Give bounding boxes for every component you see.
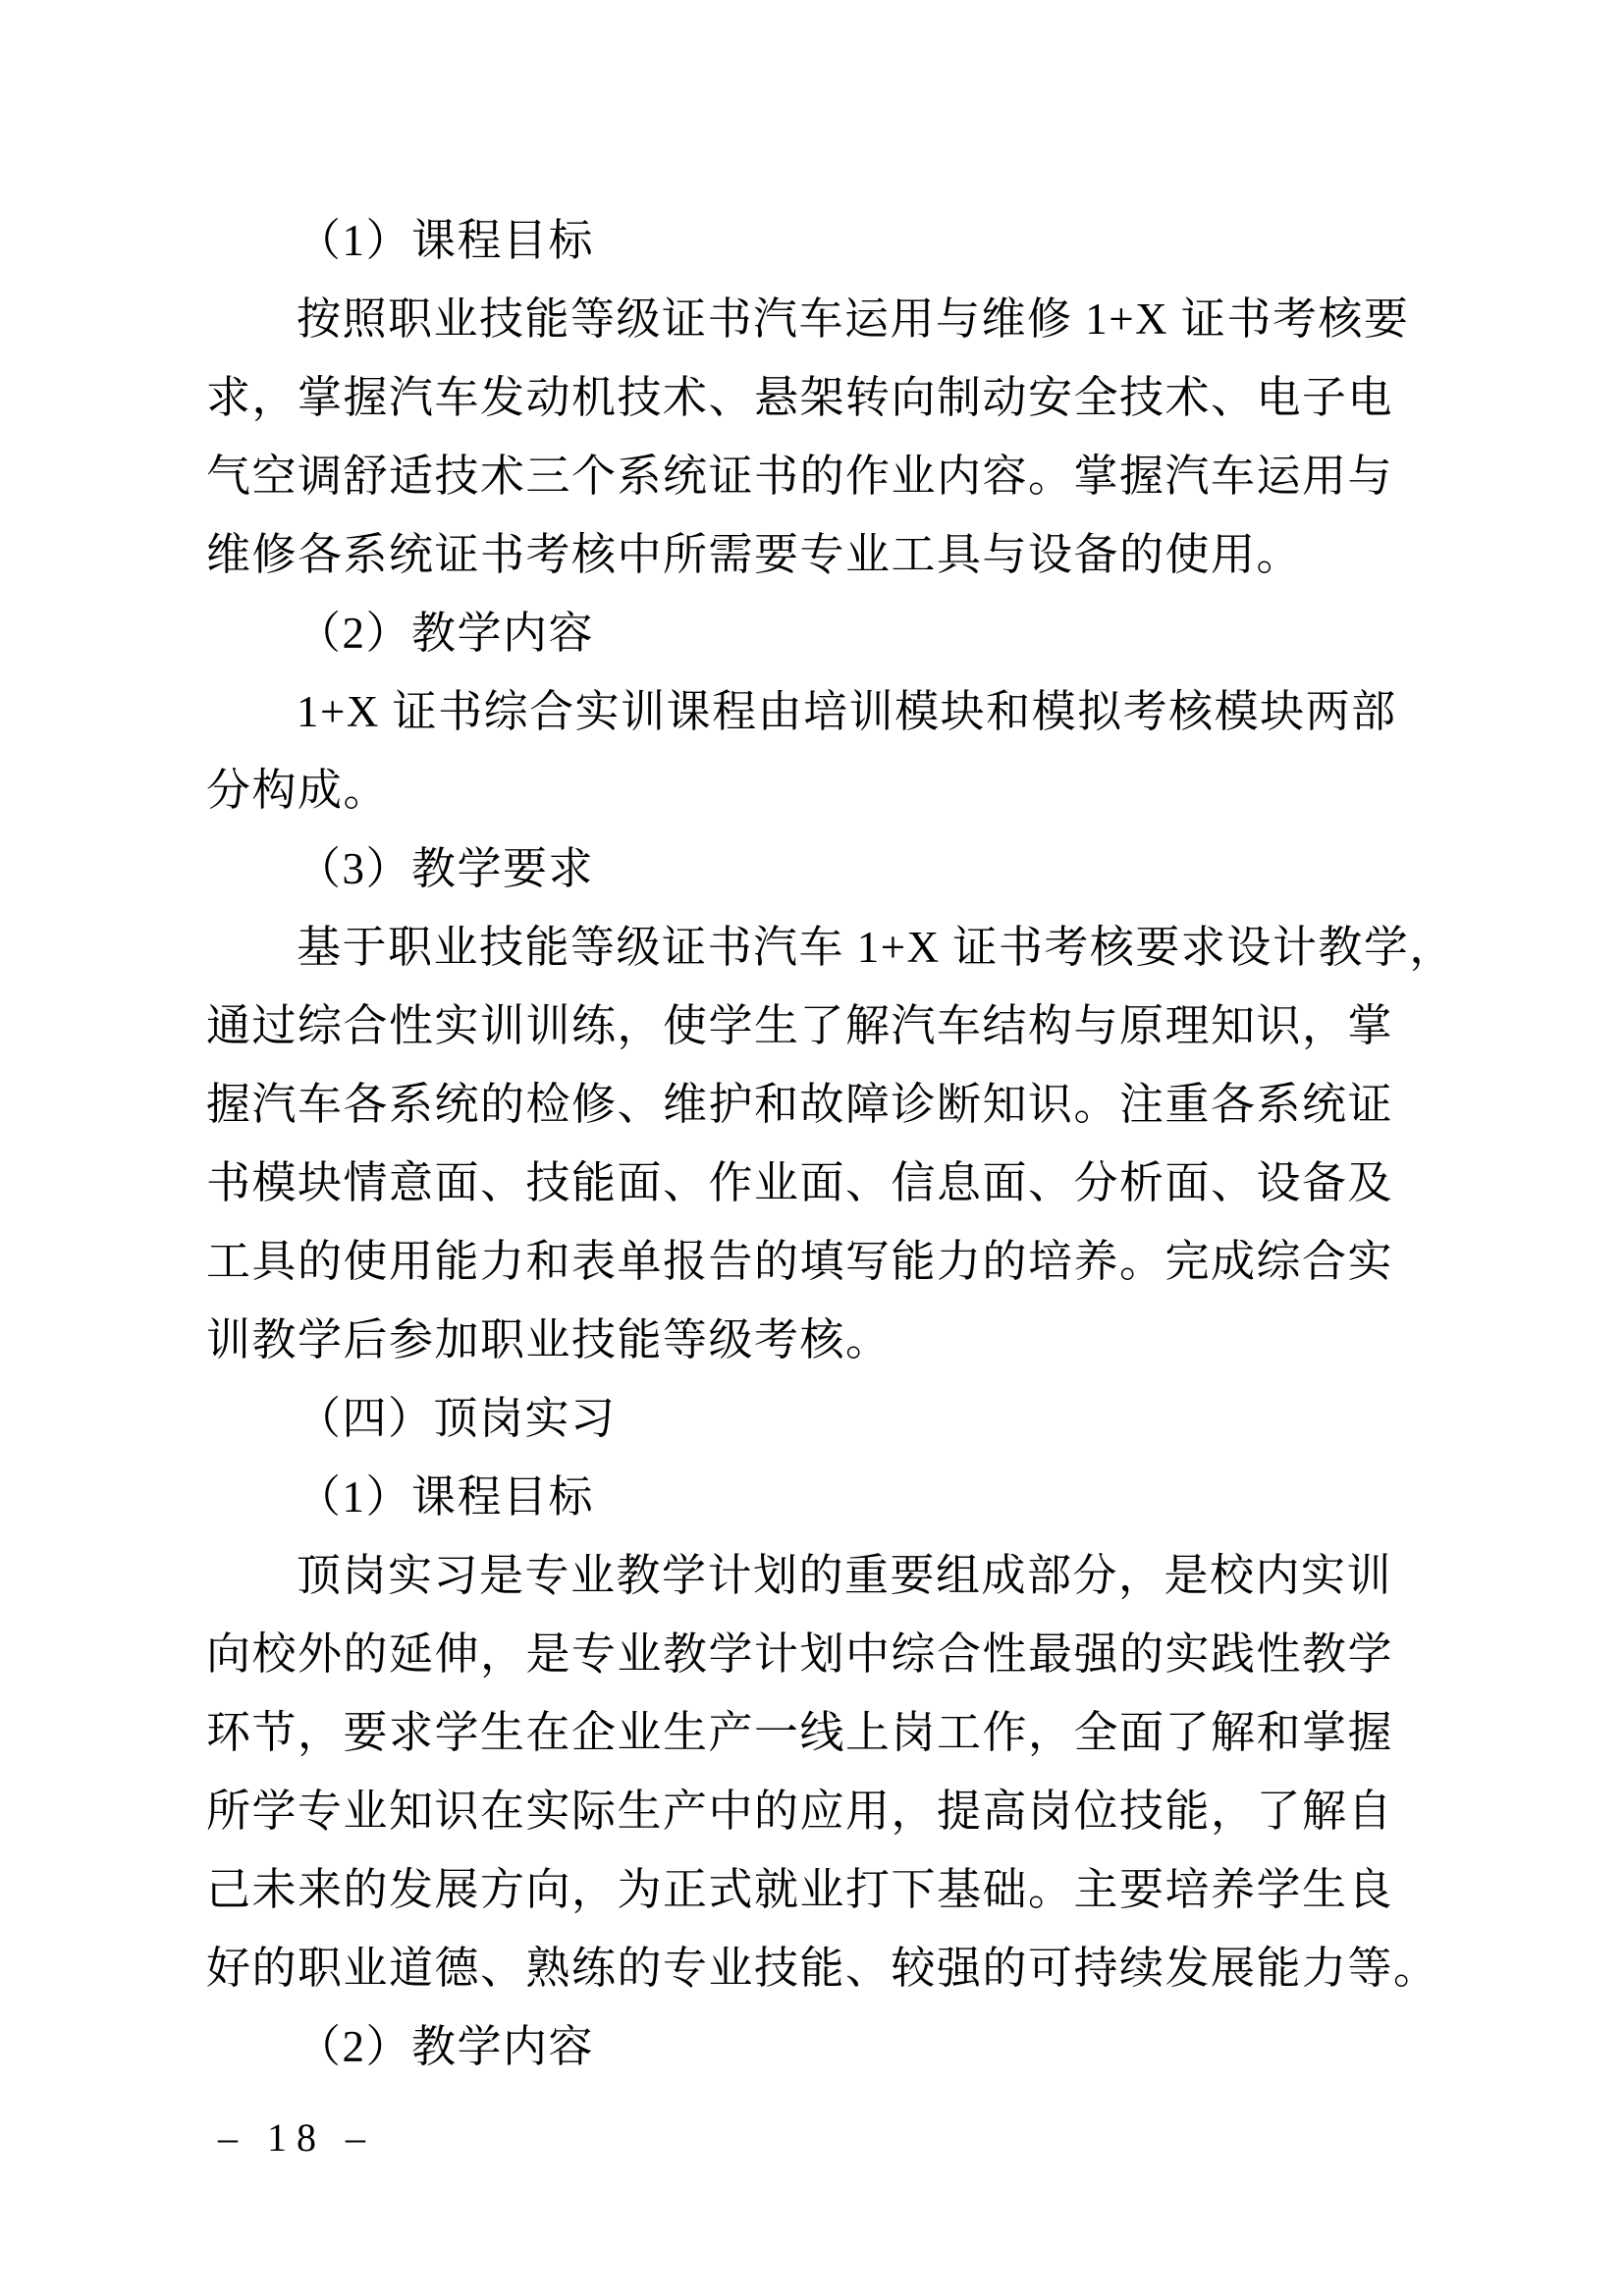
text-line: 按照职业技能等级证书汽车运用与维修 1+X 证书考核要 [297,294,1410,344]
text-line: 己未来的发展方向，为正式就业打下基础。主要培养学生良 [206,1865,1394,1914]
page-number: – 18 – [218,2115,375,2160]
heading-line: （1）课程目标 [297,216,595,265]
heading-line: （1）课程目标 [297,1472,595,1522]
heading-line: （2）教学内容 [297,2022,595,2071]
text-line: 好的职业道德、熟练的专业技能、较强的可持续发展能力等。 [206,1944,1439,1993]
text-line: 工具的使用能力和表单报告的填写能力的培养。完成综合实 [206,1237,1394,1286]
text-line: 维修各系统证书考核中所需要专业工具与设备的使用。 [206,530,1303,579]
text-line: 气空调舒适技术三个系统证书的作业内容。掌握汽车运用与 [206,452,1394,501]
text-line: 顶岗实习是专业教学计划的重要组成部分，是校内实训 [297,1551,1393,1600]
text-line: 基于职业技能等级证书汽车 1+X 证书考核要求设计教学， [297,923,1455,972]
text-line: 求，掌握汽车发动机技术、悬架转向制动安全技术、电子电 [206,373,1394,422]
text-line: 书模块情意面、技能面、作业面、信息面、分析面、设备及 [206,1158,1394,1207]
text-line: 向校外的延伸，是专业教学计划中综合性最强的实践性教学 [206,1629,1394,1679]
document-body [206,201,1455,2086]
heading-line: （四）顶岗实习 [297,1394,617,1443]
text-line: 握汽车各系统的检修、维护和故障诊断知识。注重各系统证 [206,1080,1394,1129]
text-line: 训教学后参加职业技能等级考核。 [206,1315,892,1364]
text-line: 所学专业知识在实际生产中的应用，提高岗位技能，了解自 [206,1787,1394,1836]
text-line: 1+X 证书综合实训课程由培训模块和模拟考核模块两部 [297,687,1397,736]
text-line: 环节，要求学生在企业生产一线上岗工作，全面了解和掌握 [206,1708,1394,1757]
heading-line: （3）教学要求 [297,844,595,893]
heading-line: （2）教学内容 [297,609,595,658]
text-line: 通过综合性实训训练，使学生了解汽车结构与原理知识，掌 [206,1001,1394,1050]
text-line: 分构成。 [206,766,390,815]
